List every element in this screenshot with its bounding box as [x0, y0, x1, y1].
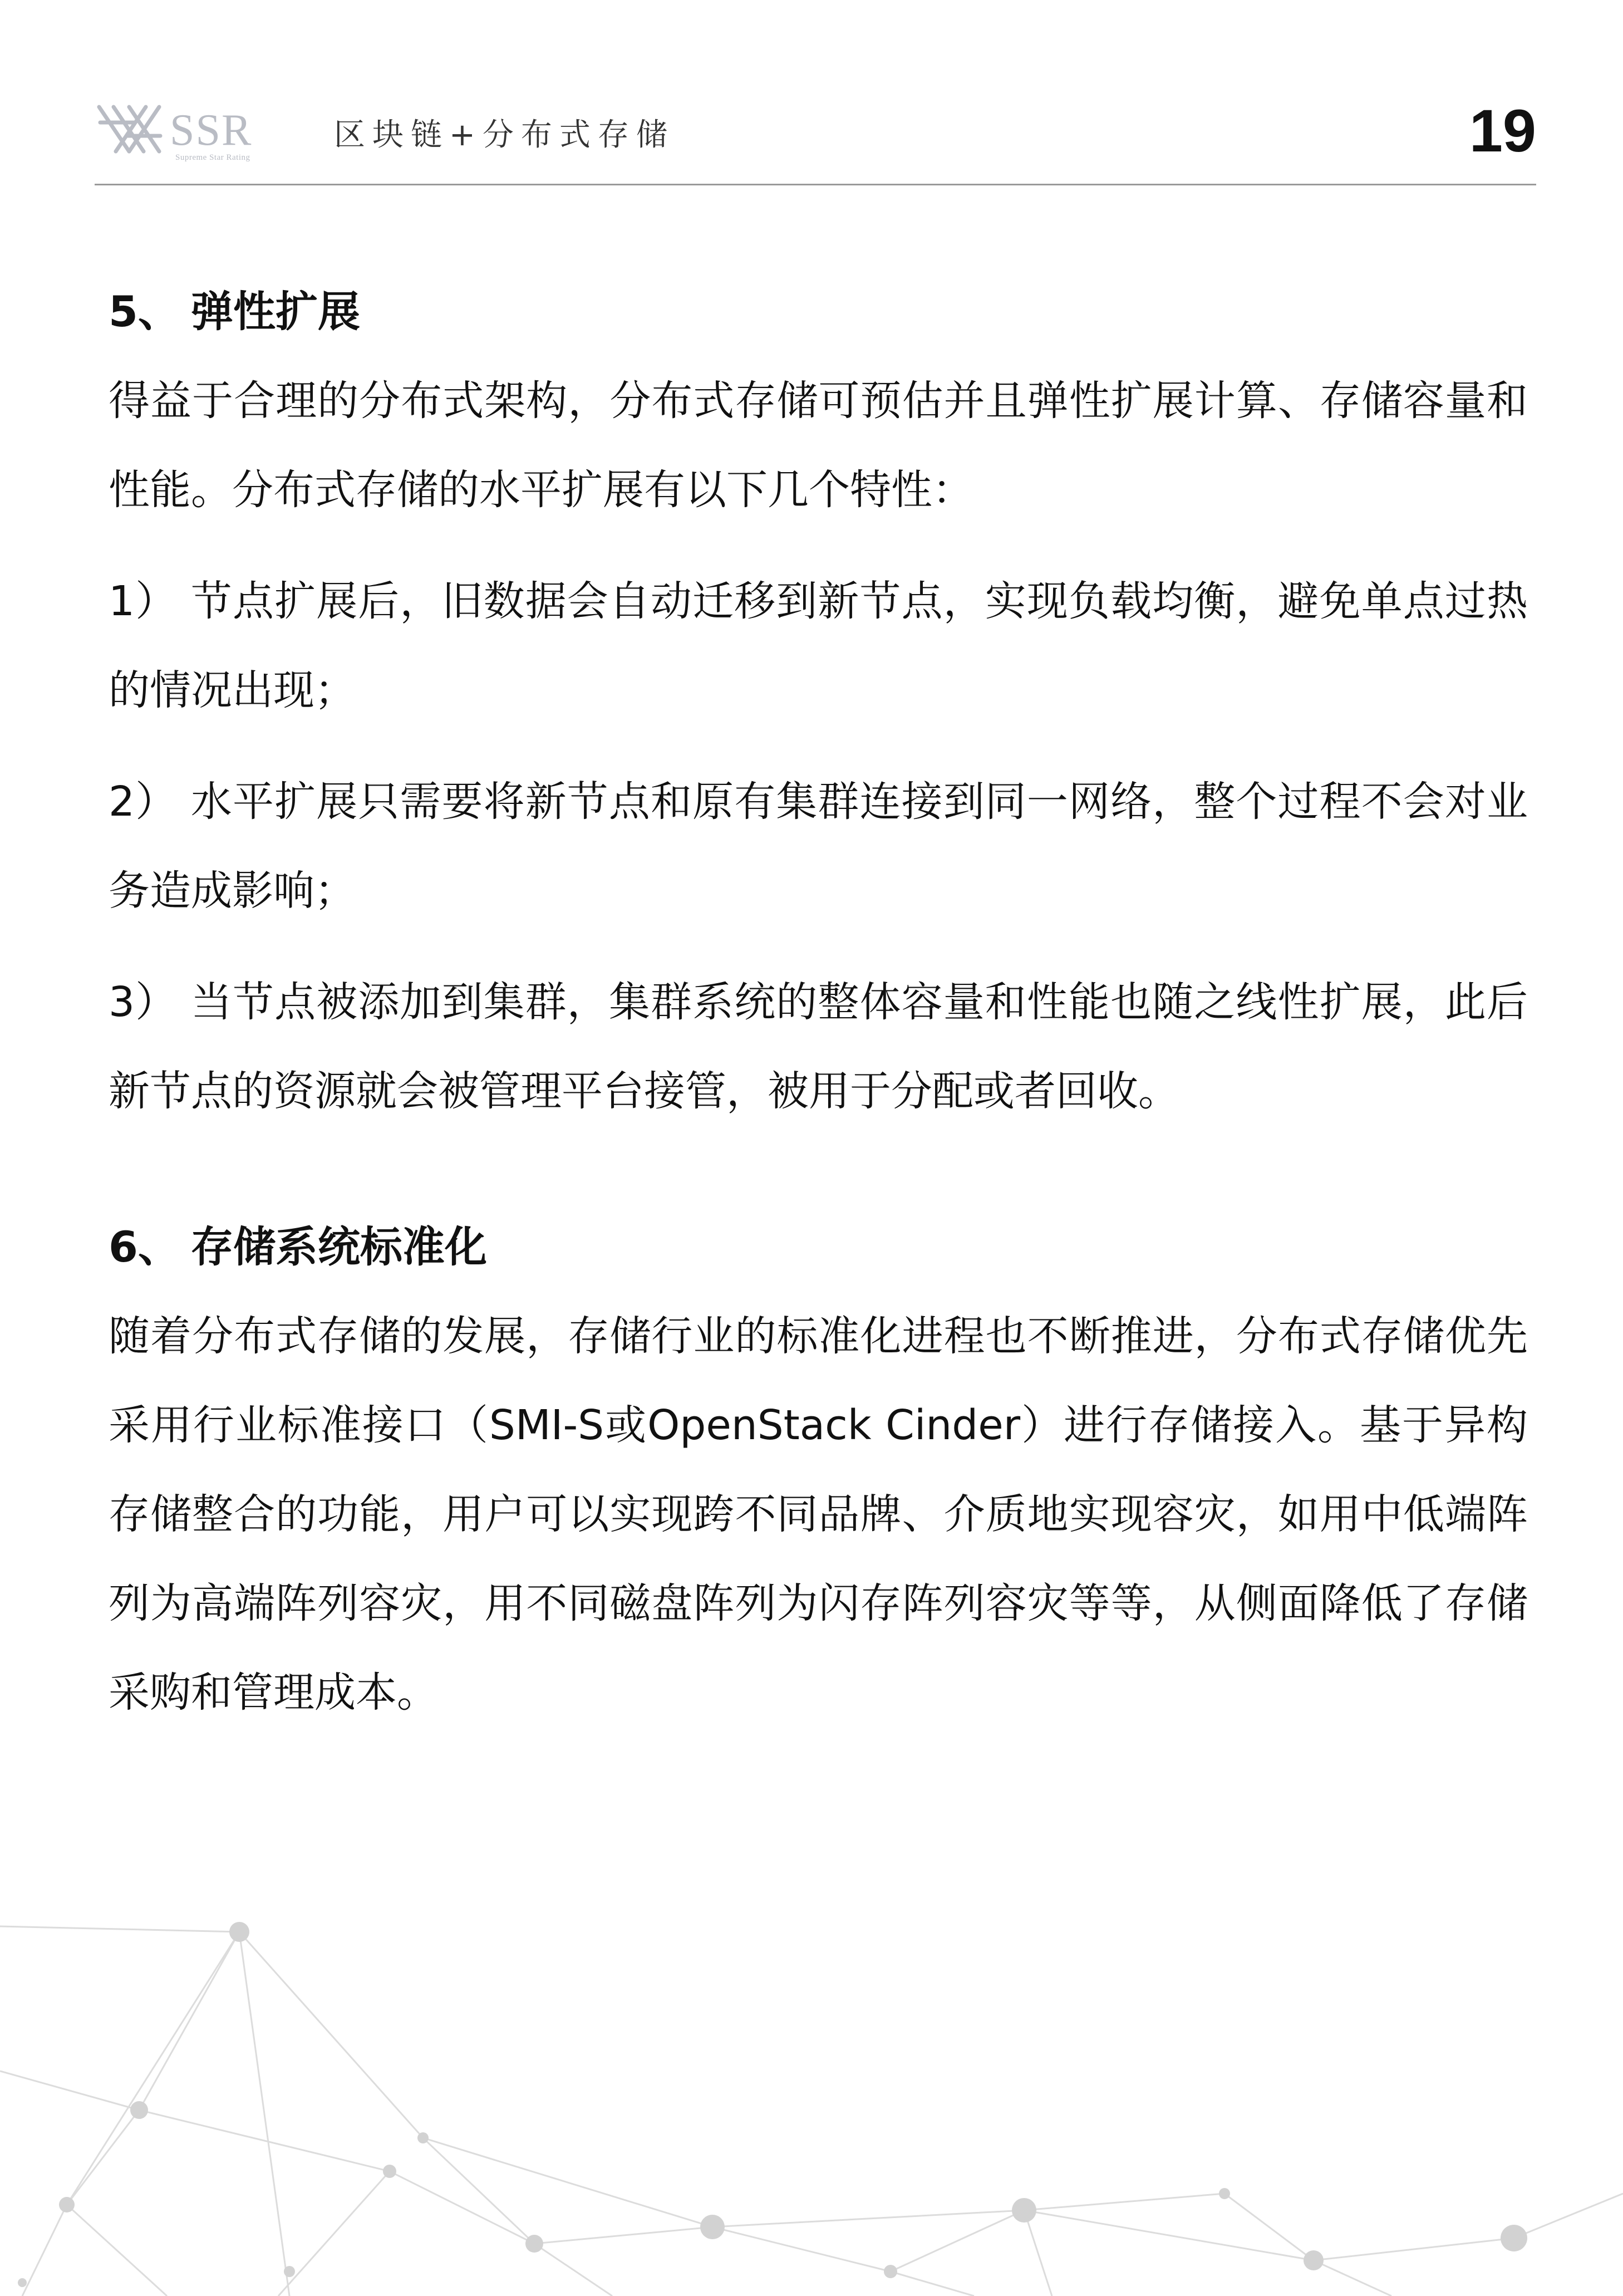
page-content — [109, 267, 1528, 1737]
list-item: 3） 当节点被添加到集群，集群系统的整体容量和性能也随之线性扩展，此后新节点的资源就会被管理平台接管，被用于分配或者回收。 — [109, 978, 1528, 1115]
section-number: 5、 — [109, 287, 180, 336]
header-divider — [95, 184, 1536, 185]
section-heading-5 — [109, 267, 1528, 356]
ssr-logo-icon — [95, 100, 278, 161]
network-pattern-icon — [0, 1860, 1623, 2296]
logo-text: SSR — [170, 106, 253, 155]
page-number: 19 — [1469, 97, 1536, 164]
header-title: 区块链+分布式存储 — [334, 117, 675, 153]
page-header — [95, 95, 1536, 189]
section-number: 6、 — [109, 1222, 180, 1272]
section-title: 存储系统标准化 — [191, 1222, 487, 1272]
section-body-paragraph: 随着分布式存储的发展，存储行业的标准化进程也不断推进，分布式存储优先采用行业标准接口（SMI-S或OpenStack Cinder）进行存储接入。基于异构存储整合的功能，用户可以实现跨不同品牌、介质地实现容灾，如用中低端阵列为高端阵列容灾，用不同磁盘阵列为闪存阵列容灾等等，从侧面降低了存储采购和管理成本。 — [109, 1312, 1528, 1716]
ssr-logo — [95, 100, 278, 161]
list-item: 2） 水平扩展只需要将新节点和原有集群连接到同一网络，整个过程不会对业务造成影响； — [109, 778, 1528, 915]
section-heading-6 — [109, 1203, 1528, 1292]
logo-subtitle: Supreme Star Rating — [175, 153, 250, 162]
section-title: 弹性扩展 — [191, 287, 360, 336]
section-intro-paragraph: 得益于合理的分布式架构，分布式存储可预估并且弹性扩展计算、存储容量和性能。分布式存储的水平扩展有以下几个特性： — [109, 377, 1528, 514]
list-item: 1） 节点扩展后，旧数据会自动迁移到新节点，实现负载均衡，避免单点过热的情况出现； — [109, 577, 1528, 714]
